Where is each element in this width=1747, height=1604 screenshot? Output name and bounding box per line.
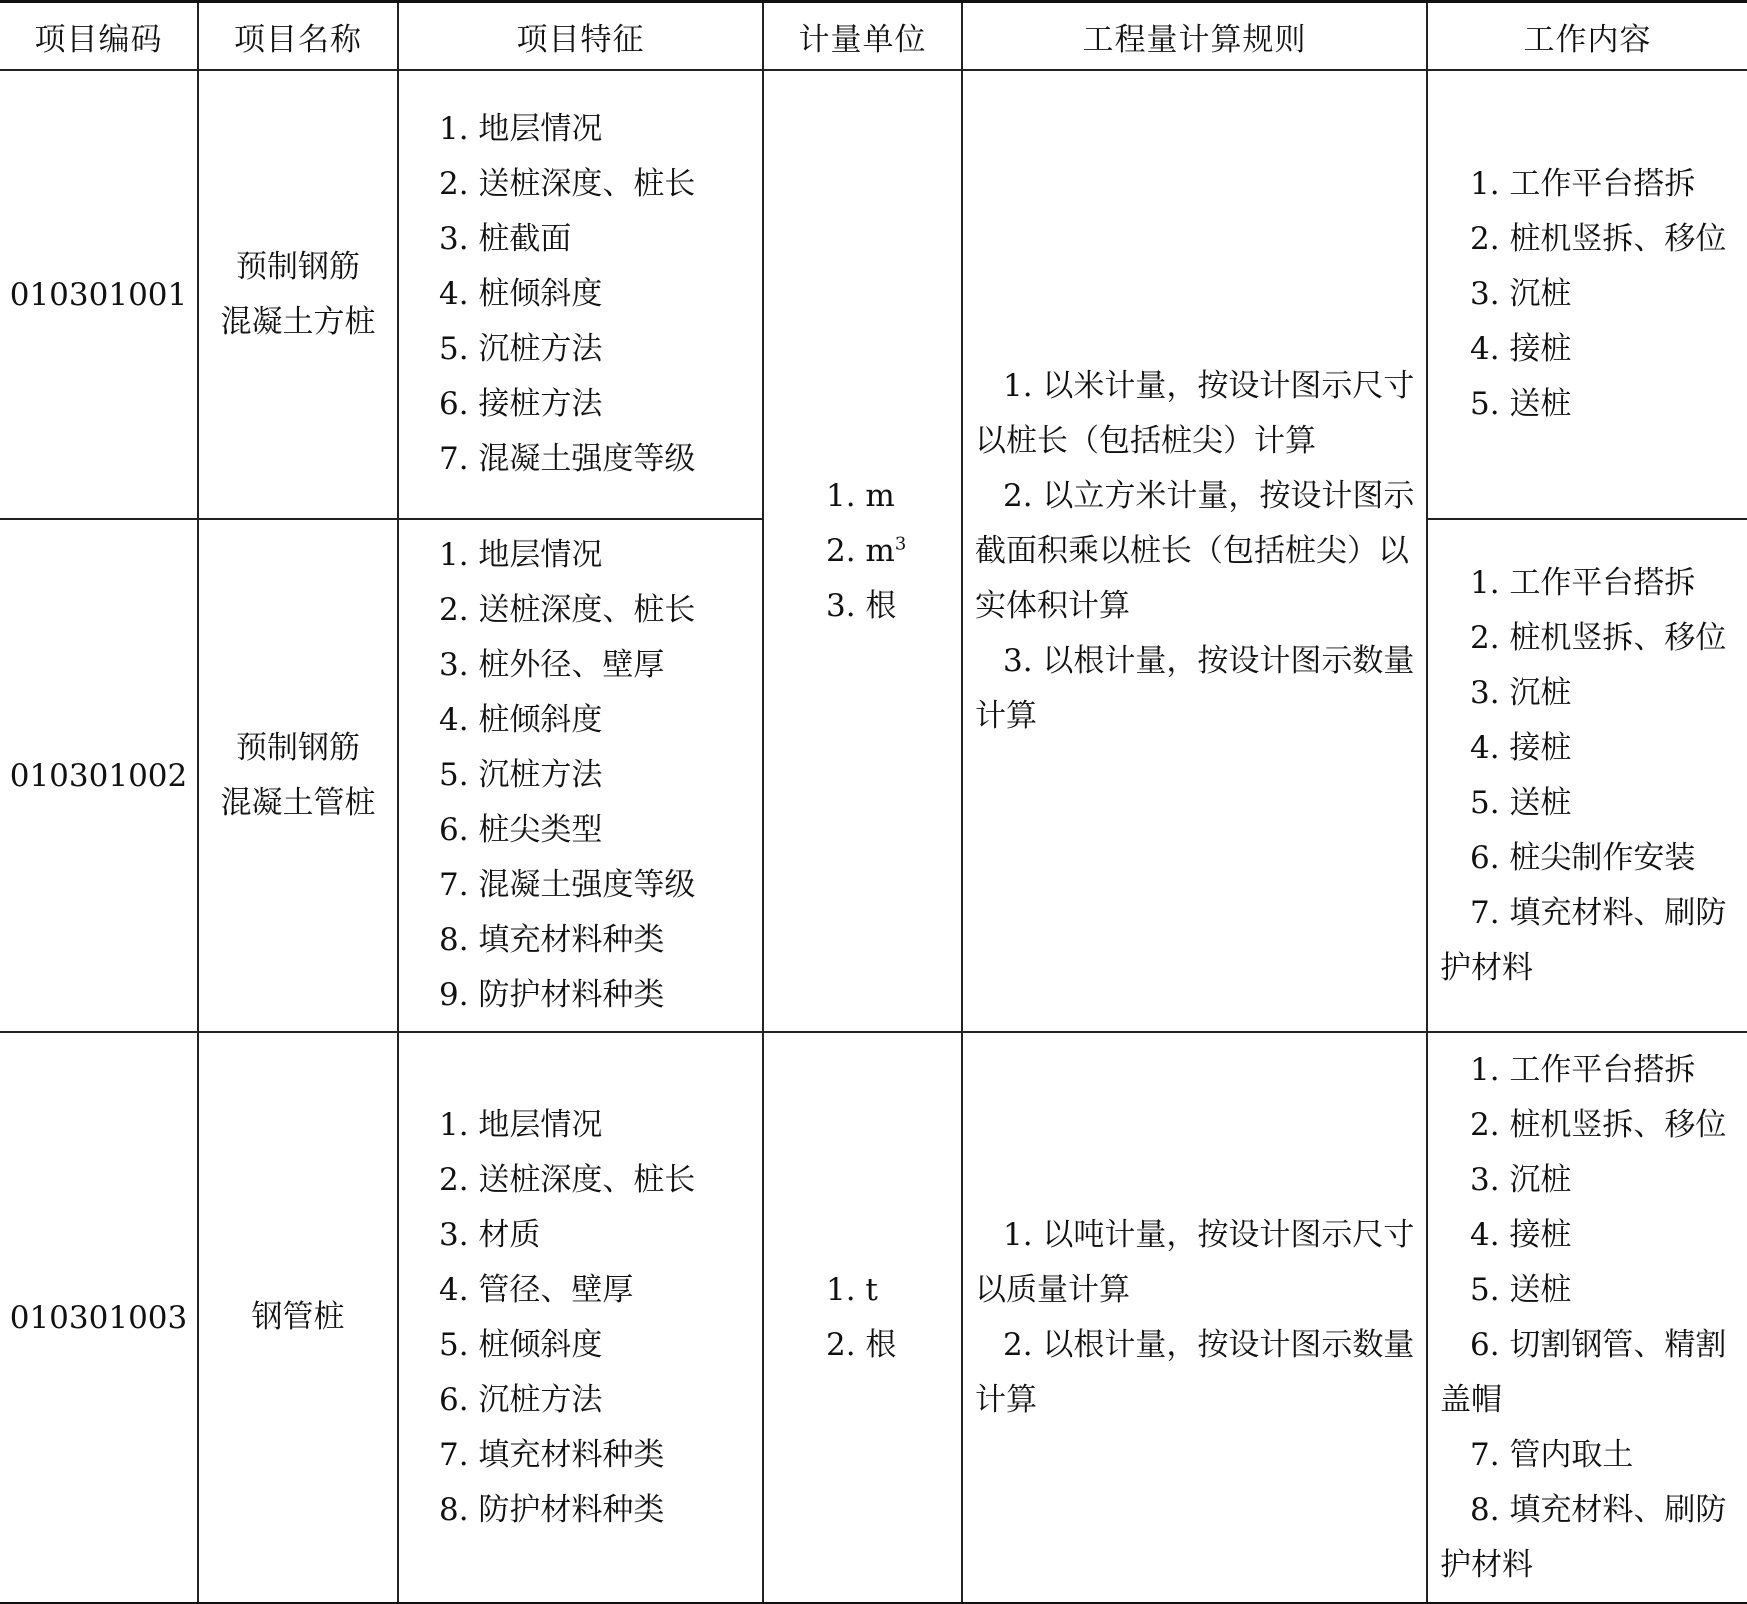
rule-item: 2. 以立方米计量，按设计图示截面积乘以桩长（包括桩尖）以实体积计算 xyxy=(975,477,1415,624)
header-work: 工作内容 xyxy=(1427,2,1747,71)
work-item: 7. 管内取土 xyxy=(1470,1436,1634,1473)
work-item: 5. 送桩 xyxy=(1470,1271,1572,1308)
item-units xyxy=(763,1032,962,1603)
item-name-line: 预制钢筋 xyxy=(236,729,360,766)
feature-item: 6. 接桩方法 xyxy=(439,386,603,422)
feature-item: 2. 送桩深度、桩长 xyxy=(439,166,696,202)
work-item: 1. 工作平台搭拆 xyxy=(1470,564,1696,601)
feature-item: 8. 防护材料种类 xyxy=(439,1491,665,1528)
feature-item: 3. 桩截面 xyxy=(439,221,572,257)
feature-item: 4. 管径、壁厚 xyxy=(439,1271,634,1308)
feature-item: 7. 混凝土强度等级 xyxy=(439,441,696,477)
feature-item: 1. 地层情况 xyxy=(439,111,603,147)
unit-item: 3. 根 xyxy=(826,587,897,624)
unit-item-base: 2. m xyxy=(826,532,895,569)
feature-item: 3. 桩外径、壁厚 xyxy=(439,647,665,683)
item-code: 010301001 xyxy=(0,70,198,519)
work-item: 3. 沉桩 xyxy=(1470,674,1572,711)
rule-item: 1. 以米计量，按设计图示尺寸以桩长（包括桩尖）计算 xyxy=(975,367,1415,459)
work-item: 5. 送桩 xyxy=(1470,386,1572,422)
feature-item: 4. 桩倾斜度 xyxy=(439,276,603,312)
item-work xyxy=(1427,519,1747,1032)
header-rules: 工程量计算规则 xyxy=(962,2,1427,71)
feature-item: 5. 桩倾斜度 xyxy=(439,1326,603,1363)
header-unit: 计量单位 xyxy=(763,2,962,71)
work-item: 4. 接桩 xyxy=(1470,1216,1572,1253)
work-item: 2. 桩机竖拆、移位 xyxy=(1470,221,1727,257)
work-item: 3. 沉桩 xyxy=(1470,276,1572,312)
item-name xyxy=(198,1032,398,1603)
feature-item: 1. 地层情况 xyxy=(439,1106,603,1143)
feature-item: 2. 送桩深度、桩长 xyxy=(439,592,696,628)
feature-item: 1. 地层情况 xyxy=(439,537,603,573)
work-item: 1. 工作平台搭拆 xyxy=(1470,166,1696,202)
work-item: 6. 切割钢管、精割盖帽 xyxy=(1440,1326,1727,1418)
rule-item: 2. 以根计量，按设计图示数量计算 xyxy=(975,1326,1415,1418)
feature-item: 7. 混凝土强度等级 xyxy=(439,867,696,903)
item-name-line: 混凝土方桩 xyxy=(220,303,376,340)
item-features xyxy=(398,70,763,519)
item-name xyxy=(198,70,398,519)
work-item: 4. 接桩 xyxy=(1470,331,1572,367)
unit-item xyxy=(826,524,961,579)
item-features xyxy=(398,1032,763,1603)
shared-rules xyxy=(962,70,1427,1032)
header-code: 项目编码 xyxy=(0,2,198,71)
item-name xyxy=(198,519,398,1032)
work-item: 1. 工作平台搭拆 xyxy=(1470,1051,1696,1088)
item-code: 010301002 xyxy=(0,519,198,1032)
table-row xyxy=(0,70,1747,519)
feature-item: 5. 沉桩方法 xyxy=(439,331,603,367)
feature-item: 9. 防护材料种类 xyxy=(439,977,665,1013)
feature-item: 8. 填充材料种类 xyxy=(439,922,665,958)
feature-item: 6. 桩尖类型 xyxy=(439,812,603,848)
item-rules xyxy=(962,1032,1427,1603)
work-item: 4. 接桩 xyxy=(1470,729,1572,766)
feature-item: 2. 送桩深度、桩长 xyxy=(439,1161,696,1198)
feature-item: 3. 材质 xyxy=(439,1216,541,1253)
unit-item: 1. t xyxy=(826,1271,878,1308)
work-item: 6. 桩尖制作安装 xyxy=(1470,839,1696,876)
item-code: 010301003 xyxy=(0,1032,198,1603)
work-item: 3. 沉桩 xyxy=(1470,1161,1572,1198)
header-name: 项目名称 xyxy=(198,2,398,71)
shared-units xyxy=(763,70,962,1032)
table-row xyxy=(0,1032,1747,1603)
rule-item: 1. 以吨计量，按设计图示尺寸以质量计算 xyxy=(975,1216,1415,1308)
feature-item: 5. 沉桩方法 xyxy=(439,757,603,793)
unit-item-exponent: 3 xyxy=(894,533,907,555)
item-features xyxy=(398,519,763,1032)
header-features: 项目特征 xyxy=(398,2,763,71)
feature-item: 7. 填充材料种类 xyxy=(439,1436,665,1473)
header-row xyxy=(0,2,1747,71)
item-name-line: 预制钢筋 xyxy=(236,248,360,285)
work-item: 7. 填充材料、刷防护材料 xyxy=(1440,894,1727,986)
item-name-line: 混凝土管桩 xyxy=(220,784,376,821)
unit-item: 2. 根 xyxy=(826,1326,897,1363)
feature-item: 4. 桩倾斜度 xyxy=(439,702,603,738)
work-item: 8. 填充材料、刷防护材料 xyxy=(1440,1491,1727,1583)
work-item: 2. 桩机竖拆、移位 xyxy=(1470,619,1727,656)
item-work xyxy=(1427,70,1747,519)
rule-item: 3. 以根计量，按设计图示数量计算 xyxy=(975,642,1415,734)
item-work xyxy=(1427,1032,1747,1603)
unit-item: 1. m xyxy=(826,477,895,514)
work-item: 5. 送桩 xyxy=(1470,784,1572,821)
feature-item: 6. 沉桩方法 xyxy=(439,1381,603,1418)
work-item: 2. 桩机竖拆、移位 xyxy=(1470,1106,1727,1143)
item-name-line: 钢管桩 xyxy=(251,1299,345,1335)
